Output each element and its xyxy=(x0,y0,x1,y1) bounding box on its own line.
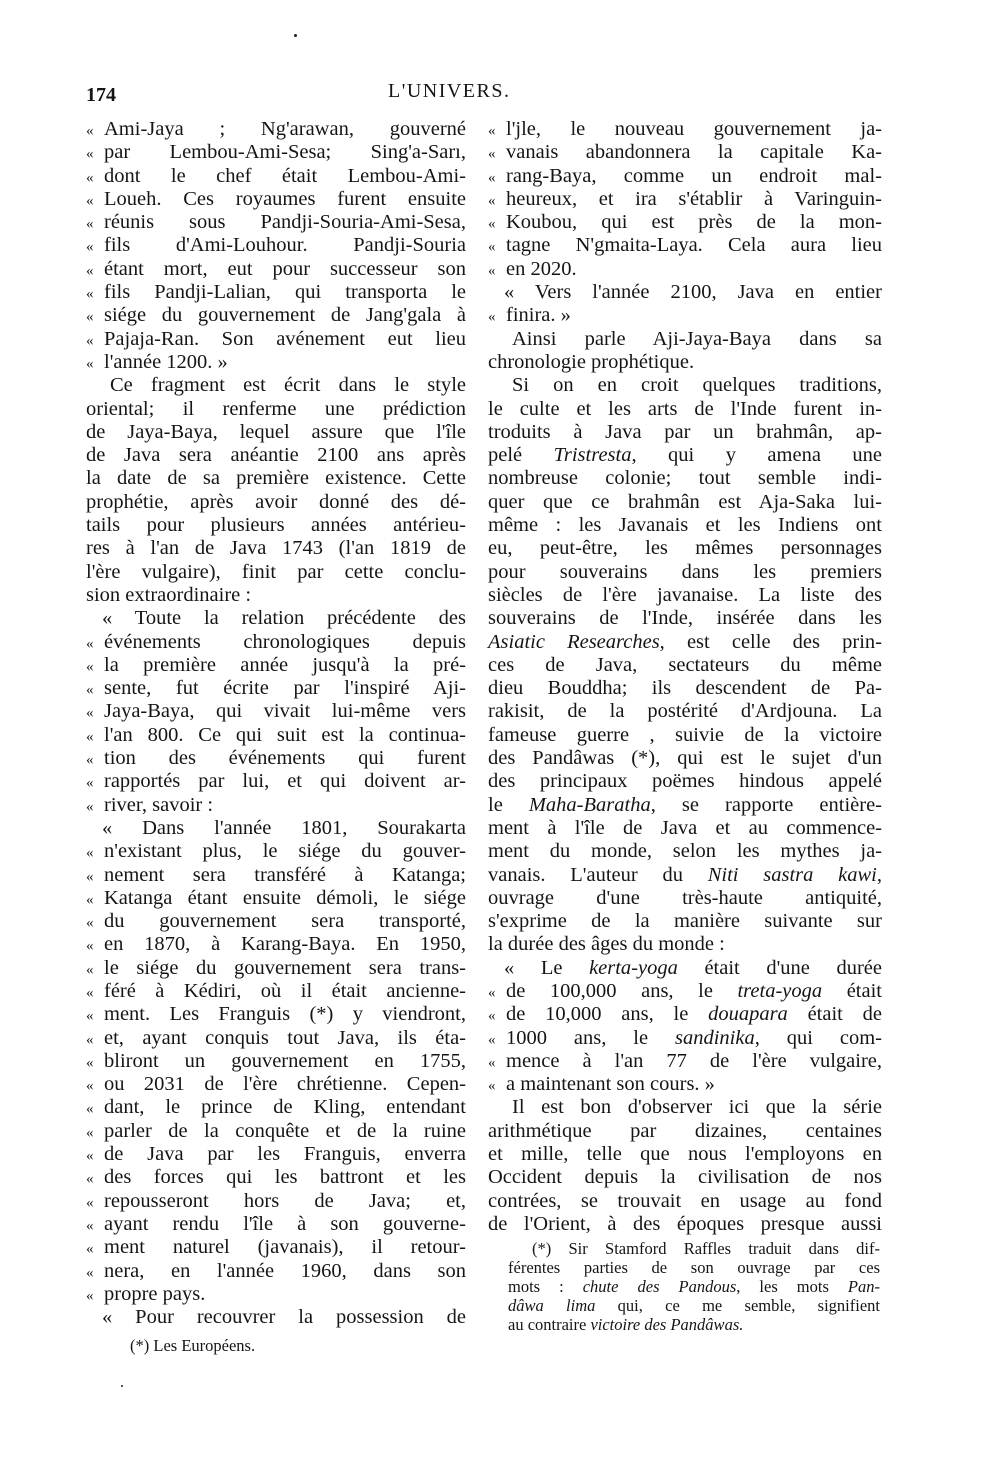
quote-mark: « xyxy=(86,891,94,908)
line-text: l'ère vulgaire), finit par cette conclu- xyxy=(86,560,466,583)
quote-mark: « xyxy=(86,239,94,256)
quote-mark: « xyxy=(86,1264,94,1281)
quote-mark: « xyxy=(86,868,94,885)
quote-mark: « xyxy=(86,1124,94,1141)
line-text: des Pandâwas (*), qui est le sujet d'un xyxy=(488,747,882,770)
quote-mark: « xyxy=(86,146,94,163)
quote-mark: « xyxy=(488,262,496,279)
line-text: ment. Les Franguis (*) y viendront, xyxy=(104,1003,466,1026)
line-text: réunis sous Pandji-Souria-Ami-Sesa, xyxy=(104,211,466,234)
quote-mark: « xyxy=(86,775,94,792)
line-text: « Vers l'année 2100, Java en entier xyxy=(504,281,882,304)
line-text: Jaya-Baya, qui vivait lui-même vers xyxy=(104,700,466,723)
text-line xyxy=(488,374,882,397)
line-text: souverains de l'Inde, insérée dans les xyxy=(488,607,882,630)
line-text: res à l'an de Java 1743 (l'an 1819 de xyxy=(86,537,466,560)
text-line xyxy=(86,1283,466,1306)
line-text: bliront un gouvernement en 1755, xyxy=(104,1049,466,1072)
line-text: n'existant plus, le siége du gouver- xyxy=(104,840,466,863)
text-line xyxy=(488,1003,882,1026)
quote-mark: « xyxy=(86,123,94,139)
text-line xyxy=(86,234,466,257)
text-line xyxy=(86,1260,466,1283)
quote-mark: « xyxy=(488,123,496,139)
line-text: des forces qui les battront et les xyxy=(104,1166,466,1189)
text-line xyxy=(86,607,466,630)
quote-mark: « xyxy=(86,705,94,722)
text-line xyxy=(86,864,466,887)
text-line xyxy=(488,817,882,840)
text-line xyxy=(488,724,882,747)
quote-mark: « xyxy=(86,1171,94,1188)
text-line xyxy=(86,304,466,327)
text-line xyxy=(86,1003,466,1026)
text-line xyxy=(488,281,882,304)
quote-mark: « xyxy=(488,216,496,233)
quote-mark: « xyxy=(86,961,94,978)
text-line xyxy=(488,794,882,817)
line-text: parler de la conquête et de la ruine xyxy=(104,1119,466,1142)
line-text: oriental; il renferme une prédiction xyxy=(86,397,466,420)
line-text: de Java par les Franguis, enverra xyxy=(104,1143,466,1166)
line-text: tails pour plusieurs années antérieu- xyxy=(86,514,466,537)
line-text: nera, en l'année 1960, dans son xyxy=(104,1259,466,1282)
line-text: chronologie prophétique. xyxy=(488,350,695,373)
quote-mark: « xyxy=(86,915,94,932)
quote-mark: « xyxy=(86,1287,94,1304)
quote-mark: « xyxy=(86,1148,94,1165)
line-text: la première année jusqu'à la pré- xyxy=(104,653,466,676)
line-text: (*) Sir Stamford Raffles traduit dans dif- xyxy=(532,1239,880,1258)
text-line xyxy=(488,887,882,910)
line-text: sion extraordinaire : xyxy=(86,583,252,606)
line-text: de l'Orient, à des époques presque aussi xyxy=(488,1212,882,1235)
quote-mark: « xyxy=(86,1078,94,1095)
line-text: « Toute la relation précédente des xyxy=(102,607,466,630)
line-text: siége du gouvernement de Jang'gala à xyxy=(104,304,466,327)
quote-mark: « xyxy=(488,1078,496,1095)
text-line xyxy=(86,700,466,723)
text-line xyxy=(86,1306,466,1329)
line-text: ment à l'île de Java et au commence- xyxy=(488,816,882,839)
quote-mark: « xyxy=(86,798,94,815)
text-line xyxy=(488,491,882,514)
text-line xyxy=(86,351,466,374)
line-text: 1000 ans, le sandinika, qui com- xyxy=(506,1026,882,1049)
quote-mark: « xyxy=(488,169,496,186)
line-text: dant, le prince de Kling, entendant xyxy=(104,1096,466,1119)
text-line xyxy=(488,234,882,257)
text-line xyxy=(488,537,882,560)
text-line xyxy=(488,840,882,863)
line-text: ayant rendu l'île à son gouverne- xyxy=(104,1212,466,1235)
line-text: Katanga étant ensuite démoli, le siége xyxy=(104,886,466,909)
line-text: féré à Kédiri, où il était ancienne- xyxy=(104,979,466,1002)
text-line xyxy=(488,351,882,374)
quote-mark: « xyxy=(86,169,94,186)
text-line xyxy=(488,141,882,164)
text-line xyxy=(488,421,882,444)
line-text: Occident depuis la civilisation de nos xyxy=(488,1166,882,1189)
text-line xyxy=(86,957,466,980)
line-text: « Pour recouvrer la possession de xyxy=(102,1306,466,1329)
line-text: Ce fragment est écrit dans le style xyxy=(110,374,466,397)
text-line xyxy=(86,514,466,537)
line-text: dâwa lima qui, ce me semble, signifient xyxy=(508,1296,880,1315)
text-line xyxy=(86,118,466,141)
line-text: de Java sera anéantie 2100 ans après xyxy=(86,444,466,467)
right-column xyxy=(488,118,882,1236)
text-line xyxy=(508,1239,880,1258)
text-line xyxy=(488,654,882,677)
line-text: mence à l'an 77 de l'ère vulgaire, xyxy=(506,1049,882,1072)
text-line xyxy=(488,1050,882,1073)
text-line xyxy=(488,304,882,327)
text-line xyxy=(488,258,882,281)
line-text: Asiatic Researches, est celle des prin- xyxy=(488,630,882,653)
text-line xyxy=(488,444,882,467)
quote-mark: « xyxy=(488,146,496,163)
line-text: nement sera transféré à Katanga; xyxy=(104,863,466,886)
line-text: propre pays. xyxy=(104,1282,206,1305)
line-text: et mille, telle que nous l'employons en xyxy=(488,1143,882,1166)
line-text: et, ayant conquis tout Java, ils éta- xyxy=(104,1026,466,1049)
line-text: troduits à Java par un brahmân, ap- xyxy=(488,420,882,443)
text-line xyxy=(488,631,882,654)
line-text: le Maha-Baratha, se rapporte entière- xyxy=(488,793,882,816)
line-text: de 100,000 ans, le treta-yoga était xyxy=(506,979,882,1002)
quote-mark: « xyxy=(86,192,94,209)
text-line xyxy=(508,1296,880,1315)
text-line xyxy=(488,910,882,933)
quote-mark: « xyxy=(86,1054,94,1071)
line-text: de Jaya-Baya, lequel assure que l'île xyxy=(86,420,466,443)
line-text: étant mort, eut pour successeur son xyxy=(104,257,466,280)
quote-mark: « xyxy=(86,1217,94,1234)
text-line xyxy=(86,1120,466,1143)
quote-mark: « xyxy=(488,984,496,1001)
line-text: de 10,000 ans, le douapara était de xyxy=(506,1003,882,1026)
text-line xyxy=(86,840,466,863)
line-text: vanais. L'auteur du Niti sastra kawi, xyxy=(488,863,882,886)
text-line xyxy=(86,910,466,933)
text-line xyxy=(488,188,882,211)
text-line xyxy=(86,677,466,700)
page-number: 174 xyxy=(86,84,116,106)
text-line xyxy=(86,561,466,584)
line-text: siècles de l'ère javanaise. La liste des xyxy=(488,583,882,606)
text-line xyxy=(86,631,466,654)
quote-mark: « xyxy=(86,355,94,372)
quote-mark: « xyxy=(86,984,94,1001)
quote-mark: « xyxy=(86,1194,94,1211)
text-line xyxy=(86,1213,466,1236)
quote-mark: « xyxy=(86,728,94,745)
text-line xyxy=(86,747,466,770)
line-text: arithmétique par dizaines, centaines xyxy=(488,1119,882,1142)
line-text: l'jle, le nouveau gouvernement ja- xyxy=(506,118,882,140)
quote-mark: « xyxy=(488,1008,496,1025)
line-text: Loueh. Ces royaumes furent ensuite xyxy=(104,187,466,210)
quote-mark: « xyxy=(86,682,94,699)
line-text: eu, peut-être, les mêmes personnages xyxy=(488,537,882,560)
text-line xyxy=(488,864,882,887)
quote-mark: « xyxy=(86,1241,94,1258)
line-text: dont le chef était Lembou-Ami- xyxy=(104,164,466,187)
text-line xyxy=(86,933,466,956)
text-line xyxy=(86,1236,466,1259)
quote-mark: « xyxy=(86,1101,94,1118)
line-text: rang-Baya, comme un endroit mal- xyxy=(506,164,882,187)
line-text: a maintenant son cours. » xyxy=(506,1073,715,1096)
quote-mark: « xyxy=(86,216,94,233)
line-text: Ainsi parle Aji-Jaya-Baya dans sa xyxy=(512,327,882,350)
text-line xyxy=(488,980,882,1003)
line-text: férentes parties de son ouvrage par ces xyxy=(508,1258,880,1277)
text-line xyxy=(86,467,466,490)
text-line xyxy=(488,1166,882,1189)
text-line xyxy=(86,1166,466,1189)
line-text: en 2020. xyxy=(506,257,577,280)
quote-mark: « xyxy=(86,1031,94,1048)
text-line xyxy=(86,258,466,281)
line-text: fils Pandji-Lalian, qui transporta le xyxy=(104,281,466,304)
text-line xyxy=(86,1190,466,1213)
quote-mark: « xyxy=(488,192,496,209)
line-text: l'an 800. Ce qui suit est la continua- xyxy=(104,723,466,746)
line-text: quer que ce brahmân est Aja-Saka lui- xyxy=(488,490,882,513)
line-text: s'exprime de la manière suivante sur xyxy=(488,910,882,933)
line-text: le siége du gouvernement sera trans- xyxy=(104,956,466,979)
text-line xyxy=(488,747,882,770)
line-text: ouvrage d'une très-haute antiquité, xyxy=(488,886,882,909)
text-line xyxy=(488,1190,882,1213)
line-text: prophétie, après avoir donné des dé- xyxy=(86,490,466,513)
line-text: Koubou, qui est près de la mon- xyxy=(506,211,882,234)
quote-mark: « xyxy=(86,658,94,675)
line-text: dieu Bouddha; ils descendent de Pa- xyxy=(488,677,882,700)
line-text: même : les Javanais et les Indiens ont xyxy=(488,514,882,537)
line-text: Pajaja-Ran. Son avénement eut lieu xyxy=(104,327,466,350)
text-line xyxy=(488,700,882,723)
line-text: le culte et les arts de l'Inde furent in- xyxy=(488,397,882,420)
line-text: Il est bon d'observer ici que la série xyxy=(512,1096,882,1119)
text-line xyxy=(86,794,466,817)
line-text: en 1870, à Karang-Baya. En 1950, xyxy=(104,933,466,956)
line-text: événements chronologiques depuis xyxy=(104,630,466,653)
quote-mark: « xyxy=(488,1054,496,1071)
line-text: la date de sa première existence. Cette xyxy=(86,467,466,490)
line-text: mots : chute des Pandous, les mots Pan- xyxy=(508,1277,880,1296)
line-text: des principaux poëmes hindous appelé xyxy=(488,770,882,793)
text-line xyxy=(86,491,466,514)
text-line xyxy=(488,165,882,188)
running-title: L'UNIVERS. xyxy=(388,80,511,102)
line-text: heureux, et ira s'établir à Varinguin- xyxy=(506,187,882,210)
left-column xyxy=(86,118,466,1329)
text-line xyxy=(86,817,466,840)
quote-mark: « xyxy=(86,286,94,303)
text-line xyxy=(488,1143,882,1166)
line-text: pelé Tristresta, qui y amena une xyxy=(488,444,882,467)
quote-mark: « xyxy=(86,938,94,955)
text-line xyxy=(508,1315,880,1334)
text-line xyxy=(488,584,882,607)
text-line xyxy=(488,1027,882,1050)
text-line xyxy=(86,1050,466,1073)
text-line xyxy=(86,165,466,188)
line-text: « Dans l'année 1801, Sourakarta xyxy=(102,816,466,839)
text-line xyxy=(86,188,466,211)
text-line xyxy=(86,584,466,607)
line-text: finira. » xyxy=(506,304,571,327)
text-line xyxy=(488,1120,882,1143)
text-line xyxy=(86,398,466,421)
text-line xyxy=(488,328,882,351)
footnote-raffles xyxy=(508,1239,880,1334)
text-line xyxy=(86,654,466,677)
text-line xyxy=(86,770,466,793)
line-text: ou 2031 de l'ère chrétienne. Cepen- xyxy=(104,1073,466,1096)
text-line xyxy=(86,980,466,1003)
quote-mark: « xyxy=(86,1008,94,1025)
footnote-europeens: (*) Les Européens. xyxy=(130,1336,256,1355)
text-line xyxy=(508,1277,880,1296)
text-line xyxy=(488,398,882,421)
line-text: contrées, se trouvait en usage au fond xyxy=(488,1189,882,1212)
text-line xyxy=(86,444,466,467)
line-text: fils d'Ami-Louhour. Pandji-Souria xyxy=(104,234,466,257)
text-line xyxy=(488,957,882,980)
line-text: ment naturel (javanais), il retour- xyxy=(104,1236,466,1259)
quote-mark: « xyxy=(488,1031,496,1048)
line-text: nombreuse colonie; tout semble indi- xyxy=(488,467,882,490)
line-text: Ami-Jaya ; Ng'arawan, gouverné xyxy=(104,118,466,140)
text-line xyxy=(86,281,466,304)
text-line xyxy=(488,770,882,793)
text-line xyxy=(488,607,882,630)
text-line xyxy=(86,141,466,164)
line-text: ces de Java, sectateurs du même xyxy=(488,653,882,676)
line-text: par Lembou-Ami-Sesa; Sing'a-Sarı, xyxy=(104,141,466,164)
text-line xyxy=(86,537,466,560)
line-text: rakisit, de la postérité d'Ardjouna. La xyxy=(488,700,882,723)
line-text: Si on en croit quelques traditions, xyxy=(512,374,882,397)
text-line xyxy=(86,1143,466,1166)
quote-mark: « xyxy=(86,332,94,349)
text-line xyxy=(86,211,466,234)
line-text: vanais abandonnera la capitale Ka- xyxy=(506,141,882,164)
line-text: pour souverains dans les premiers xyxy=(488,560,882,583)
quote-mark: « xyxy=(488,239,496,256)
text-line xyxy=(488,1213,882,1236)
text-line xyxy=(488,677,882,700)
speck-mark xyxy=(121,1385,123,1387)
line-text: « Le kerta-yoga était d'une durée xyxy=(504,956,882,979)
quote-mark: « xyxy=(86,635,94,652)
line-text: la durée des âges du monde : xyxy=(488,933,725,956)
text-line xyxy=(488,211,882,234)
quote-mark: « xyxy=(488,309,496,326)
line-text: tion des événements qui furent xyxy=(104,747,466,770)
line-text: repousseront hors de Java; et, xyxy=(104,1189,466,1212)
text-line xyxy=(86,1027,466,1050)
text-line xyxy=(488,118,882,141)
text-line xyxy=(508,1258,880,1277)
quote-mark: « xyxy=(86,262,94,279)
text-line xyxy=(488,514,882,537)
line-text: tagne N'gmaita-Laya. Cela aura lieu xyxy=(506,234,882,257)
text-line xyxy=(488,467,882,490)
line-text: au contraire victoire des Pandâwas. xyxy=(508,1315,744,1334)
line-text: ment du monde, selon les mythes ja- xyxy=(488,840,882,863)
quote-mark: « xyxy=(86,752,94,769)
text-line xyxy=(86,887,466,910)
text-line xyxy=(86,374,466,397)
text-line xyxy=(86,724,466,747)
text-line xyxy=(86,1096,466,1119)
line-text: river, savoir : xyxy=(104,793,214,816)
line-text: sente, fut écrite par l'inspiré Aji- xyxy=(104,677,466,700)
text-line xyxy=(488,1073,882,1096)
line-text: rapportés par lui, et qui doivent ar- xyxy=(104,770,466,793)
line-text: fameuse guerre , suivie de la victoire xyxy=(488,723,882,746)
text-line xyxy=(488,561,882,584)
line-text: du gouvernement sera transporté, xyxy=(104,910,466,933)
text-line xyxy=(488,1096,882,1119)
quote-mark: « xyxy=(86,309,94,326)
line-text: l'année 1200. » xyxy=(104,350,228,373)
text-line xyxy=(488,933,882,956)
text-line xyxy=(86,328,466,351)
speck-mark xyxy=(294,34,297,37)
quote-mark: « xyxy=(86,845,94,862)
text-line xyxy=(86,421,466,444)
text-line xyxy=(86,1073,466,1096)
